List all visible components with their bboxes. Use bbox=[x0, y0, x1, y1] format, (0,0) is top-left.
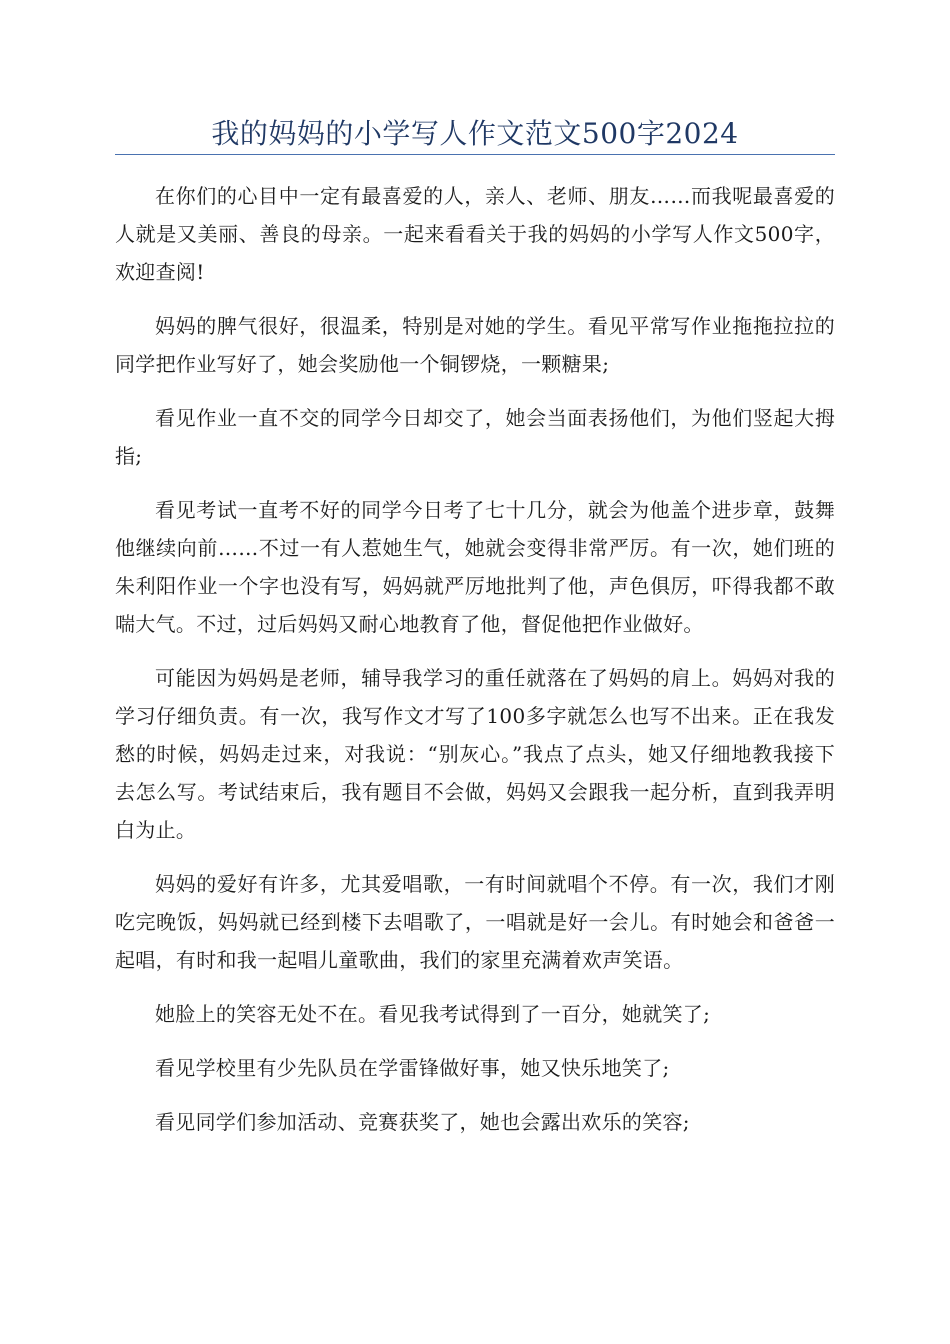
document-title: 我的妈妈的小学写人作文范文500字2024 bbox=[211, 117, 739, 150]
paragraph-intro: 在你们的心目中一定有最喜爱的人，亲人、老师、朋友……而我呢最喜爱的人就是又美丽、善良的母亲。一起来看看关于我的妈妈的小学写人作文500字，欢迎查阅! bbox=[115, 184, 835, 284]
paragraph: 看见作业一直不交的同学今日却交了，她会当面表扬他们，为他们竖起大拇指; bbox=[115, 406, 835, 468]
document-page bbox=[115, 0, 835, 1157]
paragraph: 看见学校里有少先队员在学雷锋做好事，她又快乐地笑了; bbox=[155, 1056, 670, 1080]
paragraph: 看见同学们参加活动、竞赛获奖了，她也会露出欢乐的笑容; bbox=[155, 1110, 690, 1134]
paragraph: 她脸上的笑容无处不在。看见我考试得到了一百分，她就笑了; bbox=[155, 1002, 711, 1026]
document-body bbox=[115, 177, 835, 1141]
title-underline bbox=[115, 154, 835, 155]
paragraph: 妈妈的爱好有许多，尤其爱唱歌，一有时间就唱个不停。有一次，我们才刚吃完晚饭，妈妈就已经到楼下去唱歌了，一唱就是好一会儿。有时她会和爸爸一起唱，有时和我一起唱儿童歌曲，我们的家里充满着欢声笑语。 bbox=[115, 872, 835, 972]
paragraph: 看见考试一直考不好的同学今日考了七十几分，就会为他盖个进步章，鼓舞他继续向前……不过一有人惹她生气，她就会变得非常严厉。有一次，她们班的朱利阳作业一个字也没有写，妈妈就严厉地批判了他，声色俱厉，吓得我都不敢喘大气。不过，过后妈妈又耐心地教育了他，督促他把作业做好。 bbox=[115, 498, 835, 636]
paragraph: 可能因为妈妈是老师，辅导我学习的重任就落在了妈妈的肩上。妈妈对我的学习仔细负责。有一次，我写作文才写了100多字就怎么也写不出来。正在我发愁的时候，妈妈走过来，对我说：“别灰心。”我点了点头，她又仔细地教我接下去怎么写。考试结束后，我有题目不会做，妈妈又会跟我一起分析，直到我弄明白为止。 bbox=[115, 666, 835, 842]
paragraph: 妈妈的脾气很好，很温柔，特别是对她的学生。看见平常写作业拖拖拉拉的同学把作业写好了，她会奖励他一个铜锣烧，一颗糖果; bbox=[115, 314, 835, 376]
